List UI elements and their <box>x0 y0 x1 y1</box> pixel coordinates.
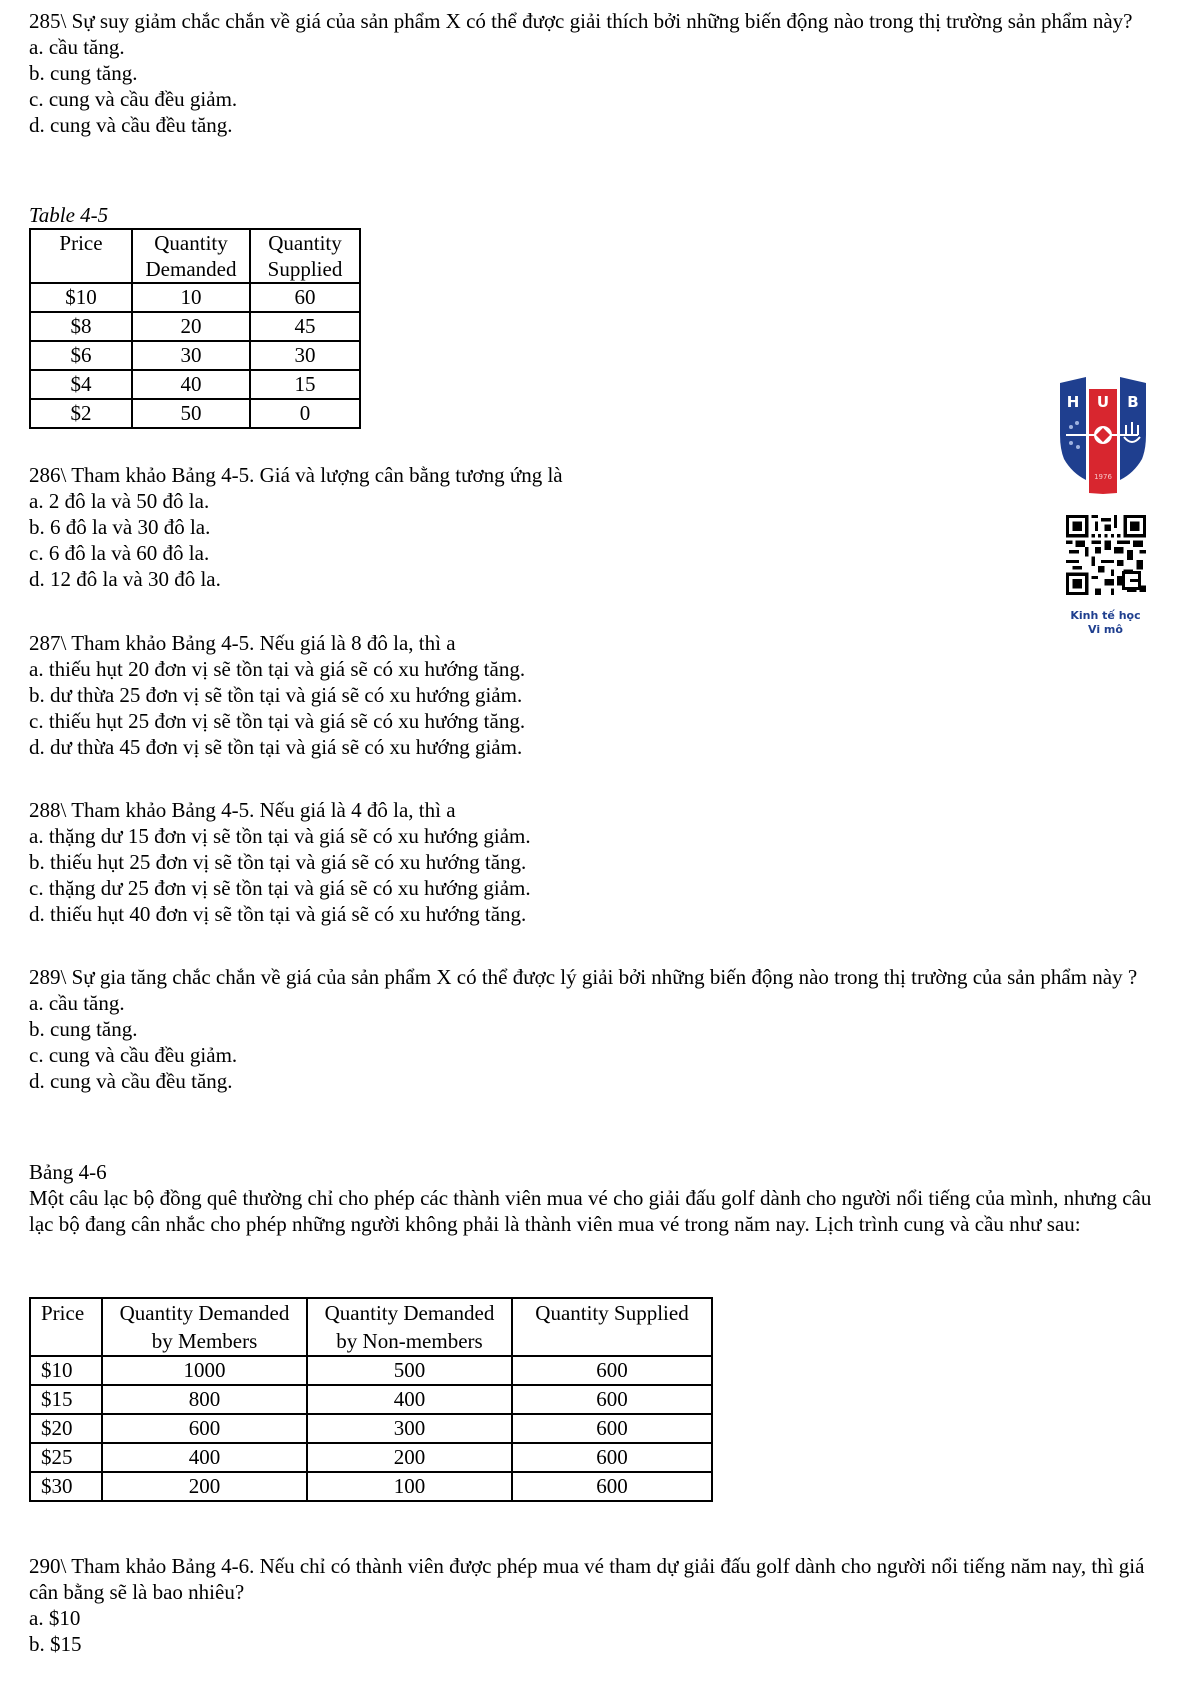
table-4-6 <box>29 1297 713 1502</box>
hub-shield-logo-icon <box>1058 375 1148 495</box>
option-b: b. cung tăng. <box>29 1017 138 1041</box>
cell-qd: 10 <box>132 283 250 312</box>
table-row <box>30 370 360 399</box>
table-row <box>30 341 360 370</box>
option-c: c. 6 đô la và 60 đô la. <box>29 541 210 565</box>
cell-qd-members: 400 <box>102 1443 307 1472</box>
question-289 <box>29 964 1169 1094</box>
cell-qs: 600 <box>512 1443 712 1472</box>
cell-qd-nonmembers: 500 <box>307 1356 512 1385</box>
cell-qs: 600 <box>512 1414 712 1443</box>
brand-caption <box>1048 609 1163 637</box>
cell-qs: 15 <box>250 370 360 399</box>
svg-text:U: U <box>1096 393 1110 411</box>
table-4-6-title: Bảng 4-6 <box>29 1160 107 1184</box>
option-c: c. cung và cầu đều giảm. <box>29 87 238 111</box>
question-285 <box>29 8 1169 138</box>
cell-qd: 30 <box>132 341 250 370</box>
cell-qd-nonmembers: 300 <box>307 1414 512 1443</box>
question-290 <box>29 1553 1169 1657</box>
question-286 <box>29 462 1029 592</box>
option-c: c. cung và cầu đều giảm. <box>29 1043 238 1067</box>
cell-price: $6 <box>30 341 132 370</box>
brand-caption-line2: Vi mô <box>1088 623 1123 636</box>
cell-qs: 0 <box>250 399 360 428</box>
brand-caption-line1: Kinh tế học <box>1070 609 1141 622</box>
option-a: a. $10 <box>29 1606 81 1630</box>
cell-qs: 45 <box>250 312 360 341</box>
table-4-6-intro <box>29 1159 1169 1237</box>
cell-price: $2 <box>30 399 132 428</box>
cell-price: $25 <box>30 1443 102 1472</box>
option-d: d. thiếu hụt 40 đơn vị sẽ tồn tại và giá sẽ có xu hướng tăng. <box>29 902 527 926</box>
cell-qs: 600 <box>512 1472 712 1501</box>
cell-qs: 600 <box>512 1385 712 1414</box>
option-b: b. dư thừa 25 đơn vị sẽ tồn tại và giá sẽ có xu hướng giảm. <box>29 683 523 707</box>
cell-qs: 30 <box>250 341 360 370</box>
header-qd-members: Quantity Demanded by Members <box>102 1298 307 1356</box>
option-a: a. thiếu hụt 20 đơn vị sẽ tồn tại và giá sẽ có xu hướng tăng. <box>29 657 526 681</box>
question-288 <box>29 797 1029 927</box>
option-d: d. cung và cầu đều tăng. <box>29 113 233 137</box>
table-row <box>30 1356 712 1385</box>
svg-text:1976: 1976 <box>1094 473 1112 481</box>
cell-price: $8 <box>30 312 132 341</box>
table-row <box>30 399 360 428</box>
option-c: c. thiếu hụt 25 đơn vị sẽ tồn tại và giá sẽ có xu hướng tăng. <box>29 709 526 733</box>
svg-text:H: H <box>1066 393 1080 411</box>
svg-text:B: B <box>1127 393 1139 411</box>
cell-qd: 20 <box>132 312 250 341</box>
cell-qd-members: 600 <box>102 1414 307 1443</box>
cell-qs: 600 <box>512 1356 712 1385</box>
header-price: Price <box>30 229 132 283</box>
header-qd-nonmembers: Quantity Demanded by Non-members <box>307 1298 512 1356</box>
cell-price: $15 <box>30 1385 102 1414</box>
option-a: a. 2 đô la và 50 đô la. <box>29 489 210 513</box>
question-stem: 285\ Sự suy giảm chắc chắn về giá của sản phẩm X có thể được giải thích bởi những biến động nào trong thị trường sản phẩm này? <box>29 9 1133 33</box>
option-a: a. cầu tăng. <box>29 991 125 1015</box>
table-header-row <box>30 229 360 283</box>
option-a: a. cầu tăng. <box>29 35 125 59</box>
header-price: Price <box>30 1298 102 1356</box>
question-stem: 288\ Tham khảo Bảng 4-5. Nếu giá là 4 đô la, thì a <box>29 798 456 822</box>
qr-code-icon[interactable] <box>1066 515 1146 595</box>
option-b: b. $15 <box>29 1632 82 1656</box>
cell-qd: 50 <box>132 399 250 428</box>
table-4-5 <box>29 228 361 429</box>
cell-price: $10 <box>30 283 132 312</box>
cell-qd-members: 200 <box>102 1472 307 1501</box>
table-row <box>30 1414 712 1443</box>
option-d: d. 12 đô la và 30 đô la. <box>29 567 221 591</box>
table-row <box>30 1472 712 1501</box>
cell-qd-members: 800 <box>102 1385 307 1414</box>
table-row <box>30 1385 712 1414</box>
option-d: d. cung và cầu đều tăng. <box>29 1069 233 1093</box>
cell-qd: 40 <box>132 370 250 399</box>
question-stem: 287\ Tham khảo Bảng 4-5. Nếu giá là 8 đô la, thì a <box>29 631 456 655</box>
table-header-row <box>30 1298 712 1356</box>
option-a: a. thặng dư 15 đơn vị sẽ tồn tại và giá sẽ có xu hướng giảm. <box>29 824 531 848</box>
table-4-5-caption: Table 4-5 <box>29 203 109 227</box>
cell-qs: 60 <box>250 283 360 312</box>
option-d: d. dư thừa 45 đơn vị sẽ tồn tại và giá sẽ có xu hướng giảm. <box>29 735 523 759</box>
option-b: b. cung tăng. <box>29 61 138 85</box>
question-287 <box>29 630 1029 760</box>
table-4-6-description: Một câu lạc bộ đồng quê thường chỉ cho phép các thành viên mua vé cho giải đấu golf dành cho người nổi tiếng của mình, nhưng câu lạc bộ đang cân nhắc cho phép những người không phải là thành viên mua vé trong năm nay. Lịch trình cung và cầu như sau: <box>29 1186 1152 1236</box>
cell-qd-nonmembers: 100 <box>307 1472 512 1501</box>
cell-price: $10 <box>30 1356 102 1385</box>
cell-qd-nonmembers: 400 <box>307 1385 512 1414</box>
question-stem: 289\ Sự gia tăng chắc chắn về giá của sản phẩm X có thể được lý giải bởi những biến động nào trong thị trường của sản phẩm này ? <box>29 965 1138 989</box>
cell-qd-nonmembers: 200 <box>307 1443 512 1472</box>
cell-price: $30 <box>30 1472 102 1501</box>
option-c: c. thặng dư 25 đơn vị sẽ tồn tại và giá sẽ có xu hướng giảm. <box>29 876 531 900</box>
table-row <box>30 283 360 312</box>
header-quantity-demanded: Quantity Demanded <box>132 229 250 283</box>
cell-qd-members: 1000 <box>102 1356 307 1385</box>
header-quantity-supplied: Quantity Supplied <box>512 1298 712 1356</box>
table-row <box>30 312 360 341</box>
cell-price: $4 <box>30 370 132 399</box>
question-stem: 286\ Tham khảo Bảng 4-5. Giá và lượng cân bằng tương ứng là <box>29 463 563 487</box>
option-b: b. 6 đô la và 30 đô la. <box>29 515 211 539</box>
option-b: b. thiếu hụt 25 đơn vị sẽ tồn tại và giá sẽ có xu hướng tăng. <box>29 850 527 874</box>
header-quantity-supplied: Quantity Supplied <box>250 229 360 283</box>
table-row <box>30 1443 712 1472</box>
question-stem: 290\ Tham khảo Bảng 4-6. Nếu chỉ có thành viên được phép mua vé tham dự giải đấu golf dành cho người nổi tiếng năm nay, thì giá cân bằng sẽ là bao nhiêu? <box>29 1554 1145 1604</box>
cell-price: $20 <box>30 1414 102 1443</box>
